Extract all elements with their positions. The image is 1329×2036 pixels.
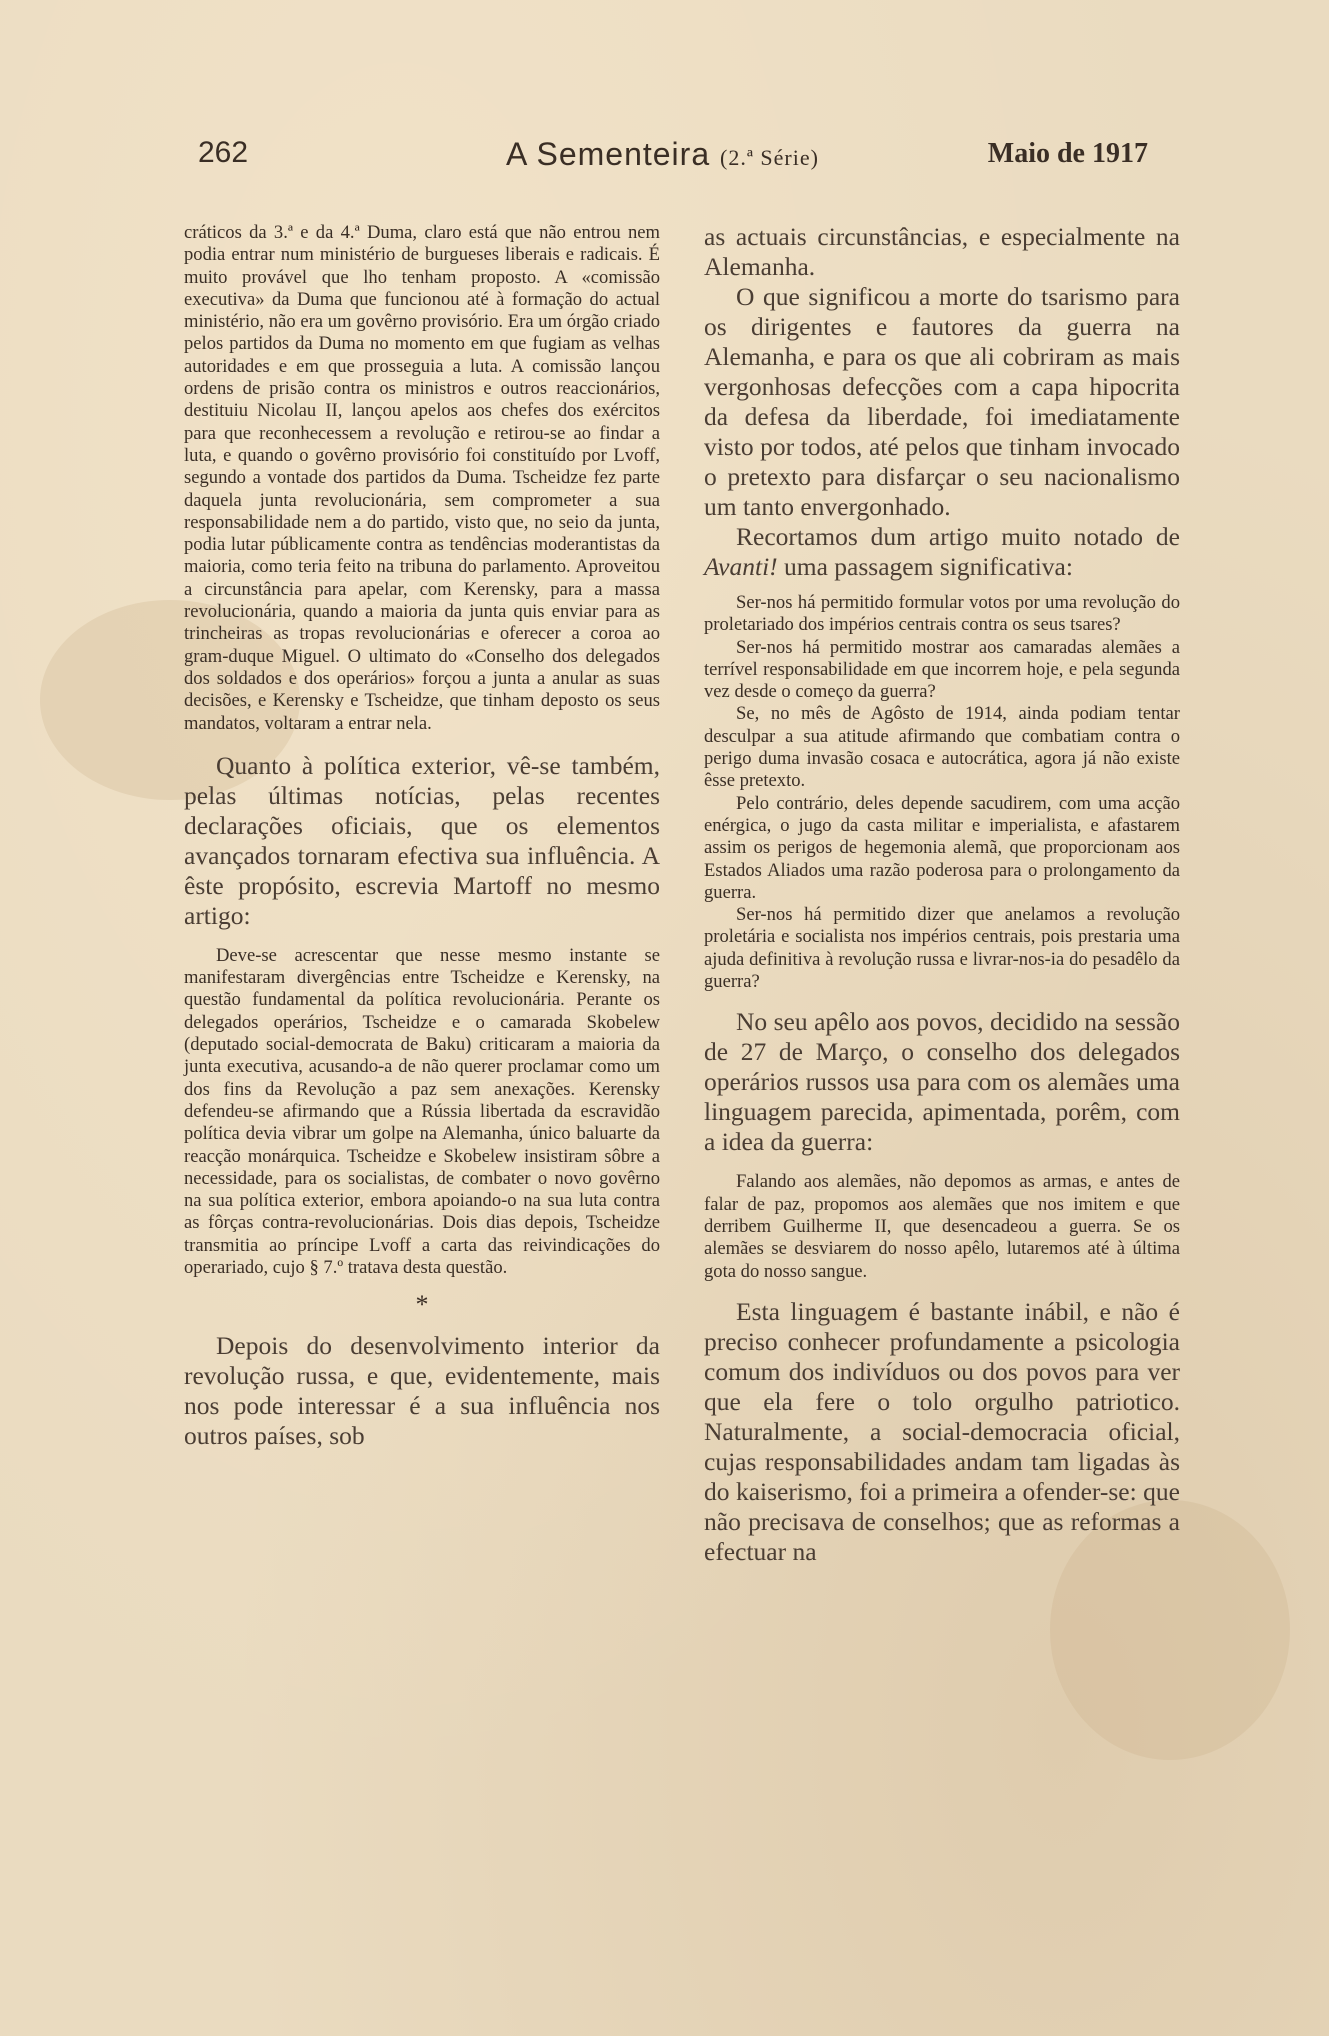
- paragraph: Depois do desenvolvimento interior da revolução russa, e que, evidentemente, mais nos pode interessar é a sua influência nos outros países, sob: [184, 1331, 660, 1451]
- quote-paragraph: Pelo contrário, deles depende sacudirem, com uma acção enérgica, o jugo da casta militar e imperialista, e afastarem assim os perigos de hegemonia alemã, que proporcionam aos Estados Aliados uma razão poderosa para o prolongamento da guerra.: [704, 792, 1180, 903]
- paragraph: cráticos da 3.ª e da 4.ª Duma, claro está que não entrou nem podia entrar num ministério de burgueses liberais e radicais. É muito provável que lho tenham proposto. A «comissão executiva» da Duma que funcionou até à formação do actual ministério, não era um govêrno provisório. Era um órgão criado pelos partidos da Duma no momento em que fugiam as velhas autoridades e em que prosseguia a luta. A comissão lançou ordens de prisão contra os ministros e outros reaccionários, destituiu Nicolau II, lançou apelos aos chefes dos exércitos para que reconhecessem a revolução e retirou-se ao findar a luta, e quando o govêrno provisório foi constituído por Lvoff, segundo a vontade dos partidos da Duma. Tscheidze fez parte daquela junta revolucionária, sem comprometer a sua responsabilidade nem a do partido, visto que, no seio da junta, podia lutar públicamente contra as tendências moderantistas da maioria, como teria feito na tribuna do parlamento. Aproveitou a circunstância para apelar, com Kerensky, para a massa revolucionária, quando a maioria da junta quis enviar para as trincheiras as tropas revolucionárias e oferecer a coroa ao gram-duque Miguel. O ultimato do «Conselho dos delegados dos soldados e dos operários» forçou a junta a anular as suas decisões, e Kerensky e Tscheidze, que tinham deposto os seus mandatos, voltaram a entrar nela.: [184, 222, 660, 734]
- quote-paragraph: Ser-nos há permitido dizer que anelamos a revolução proletária e socialista nos impérios centrais, pois prestaria uma ajuda definitiva à revolução russa e livrar-nos-ia do pesadêlo da guerra?: [704, 904, 1180, 993]
- text-run: uma passagem significativa:: [777, 552, 1073, 581]
- text-run: Recortamos dum artigo muito notado de: [736, 522, 1180, 551]
- paragraph: O que significou a morte do tsarismo para os dirigentes e fautores da guerra na Alemanha, e para os que ali cobriram as mais vergonhosas defecções com a capa hipocrita da defesa da liberdade, foi imediatamente visto por todos, até pelos que tinham invocado o pretexto para disfarçar o seu nacionalismo um tanto envergonhado.: [704, 282, 1180, 521]
- journal-title: [506, 136, 819, 173]
- paragraph: [704, 522, 1180, 582]
- page-number: 262: [198, 136, 249, 169]
- paragraph: Quanto à política exterior, vê-se também, pelas últimas notícias, pelas recentes declarações oficiais, que os elementos avançados tornaram efectiva sua influência. A êste propósito, escrevia Martoff no mesmo artigo:: [184, 750, 660, 930]
- quote-paragraph: Ser-nos há permitido mostrar aos camaradas alemães a terrível responsabilidade em que incorrem hoje, e pela segunda vez desde o começo da guerra?: [704, 636, 1180, 703]
- paragraph: Esta linguagem é bastante inábil, e não é preciso conhecer profundamente a psicologia comum dos indivíduos ou dos povos para ver que ela fere o tolo orgulho patriotico. Naturalmente, a social-democracia oficial, cujas responsabilidades andam tam ligadas às do kaiserismo, foi a primeira a ofender-se: que não precisava de conselhos; que as reformas a efectuar na: [704, 1296, 1180, 1566]
- paragraph: as actuais circunstâncias, e especialmente na Alemanha.: [704, 222, 1180, 281]
- quote-paragraph: Se, no mês de Agôsto de 1914, ainda podiam tentar desculpar a sua atitude afirmando que combatiam contra o perigo duma invasão cosaca e autocrática, agora já não existe êsse pretexto.: [704, 703, 1180, 792]
- right-column: [704, 222, 1180, 1567]
- journal-name: A Sementeira: [506, 136, 711, 172]
- paragraph: No seu apêlo aos povos, decidido na sessão de 27 de Março, o conselho dos delegados operários russos usa para com os alemães uma linguagem parecida, apimentada, porêm, com a idea da guerra:: [704, 1007, 1180, 1157]
- series-label: (2.ª Série): [720, 145, 819, 170]
- quote-paragraph: Ser-nos há permitido formular votos por uma revolução do proletariado dos impérios centrais contra os seus tsares?: [704, 592, 1180, 636]
- section-separator: *: [415, 1290, 429, 1320]
- issue-date: Maio de 1917: [987, 138, 1148, 169]
- left-column: [184, 222, 660, 1451]
- quote-paragraph: Falando aos alemães, não depomos as armas, e antes de falar de paz, propomos aos alemães que nos imitem e que derribem Guilherme II, que desencadeou a guerra. Se os alemães se desviarem do nosso apêlo, lutaremos até à última gota do nosso sangue.: [704, 1171, 1180, 1282]
- newspaper-title: Avanti!: [704, 552, 778, 581]
- running-header: [198, 136, 1148, 180]
- quote-paragraph: Deve-se acrescentar que nesse mesmo instante se manifestaram divergências entre Tscheidze e Kerensky, na questão fundamental da política revolucionária. Perante os delegados operários, Tscheidze e o camarada Skobelew (deputado social-democrata de Baku) criticaram a maioria da junta executiva, acusando-a de não querer proclamar como um dos fins da Revolução a paz sem anexações. Kerensky defendeu-se afirmando que a Rússia libertada da escravidão política devia vibrar um golpe na Alemanha, único baluarte da reacção monárquica. Tscheidze e Skobelew insistiram sôbre a necessidade, para os socialistas, de combater o novo govêrno na sua política exterior, embora apoiando-o na sua luta contra as fôrças contra-revolucionárias. Dois dias depois, Tscheidze transmitia ao príncipe Lvoff a carta das reivindicações do operariado, cujo § 7.º tratava desta questão.: [184, 944, 660, 1278]
